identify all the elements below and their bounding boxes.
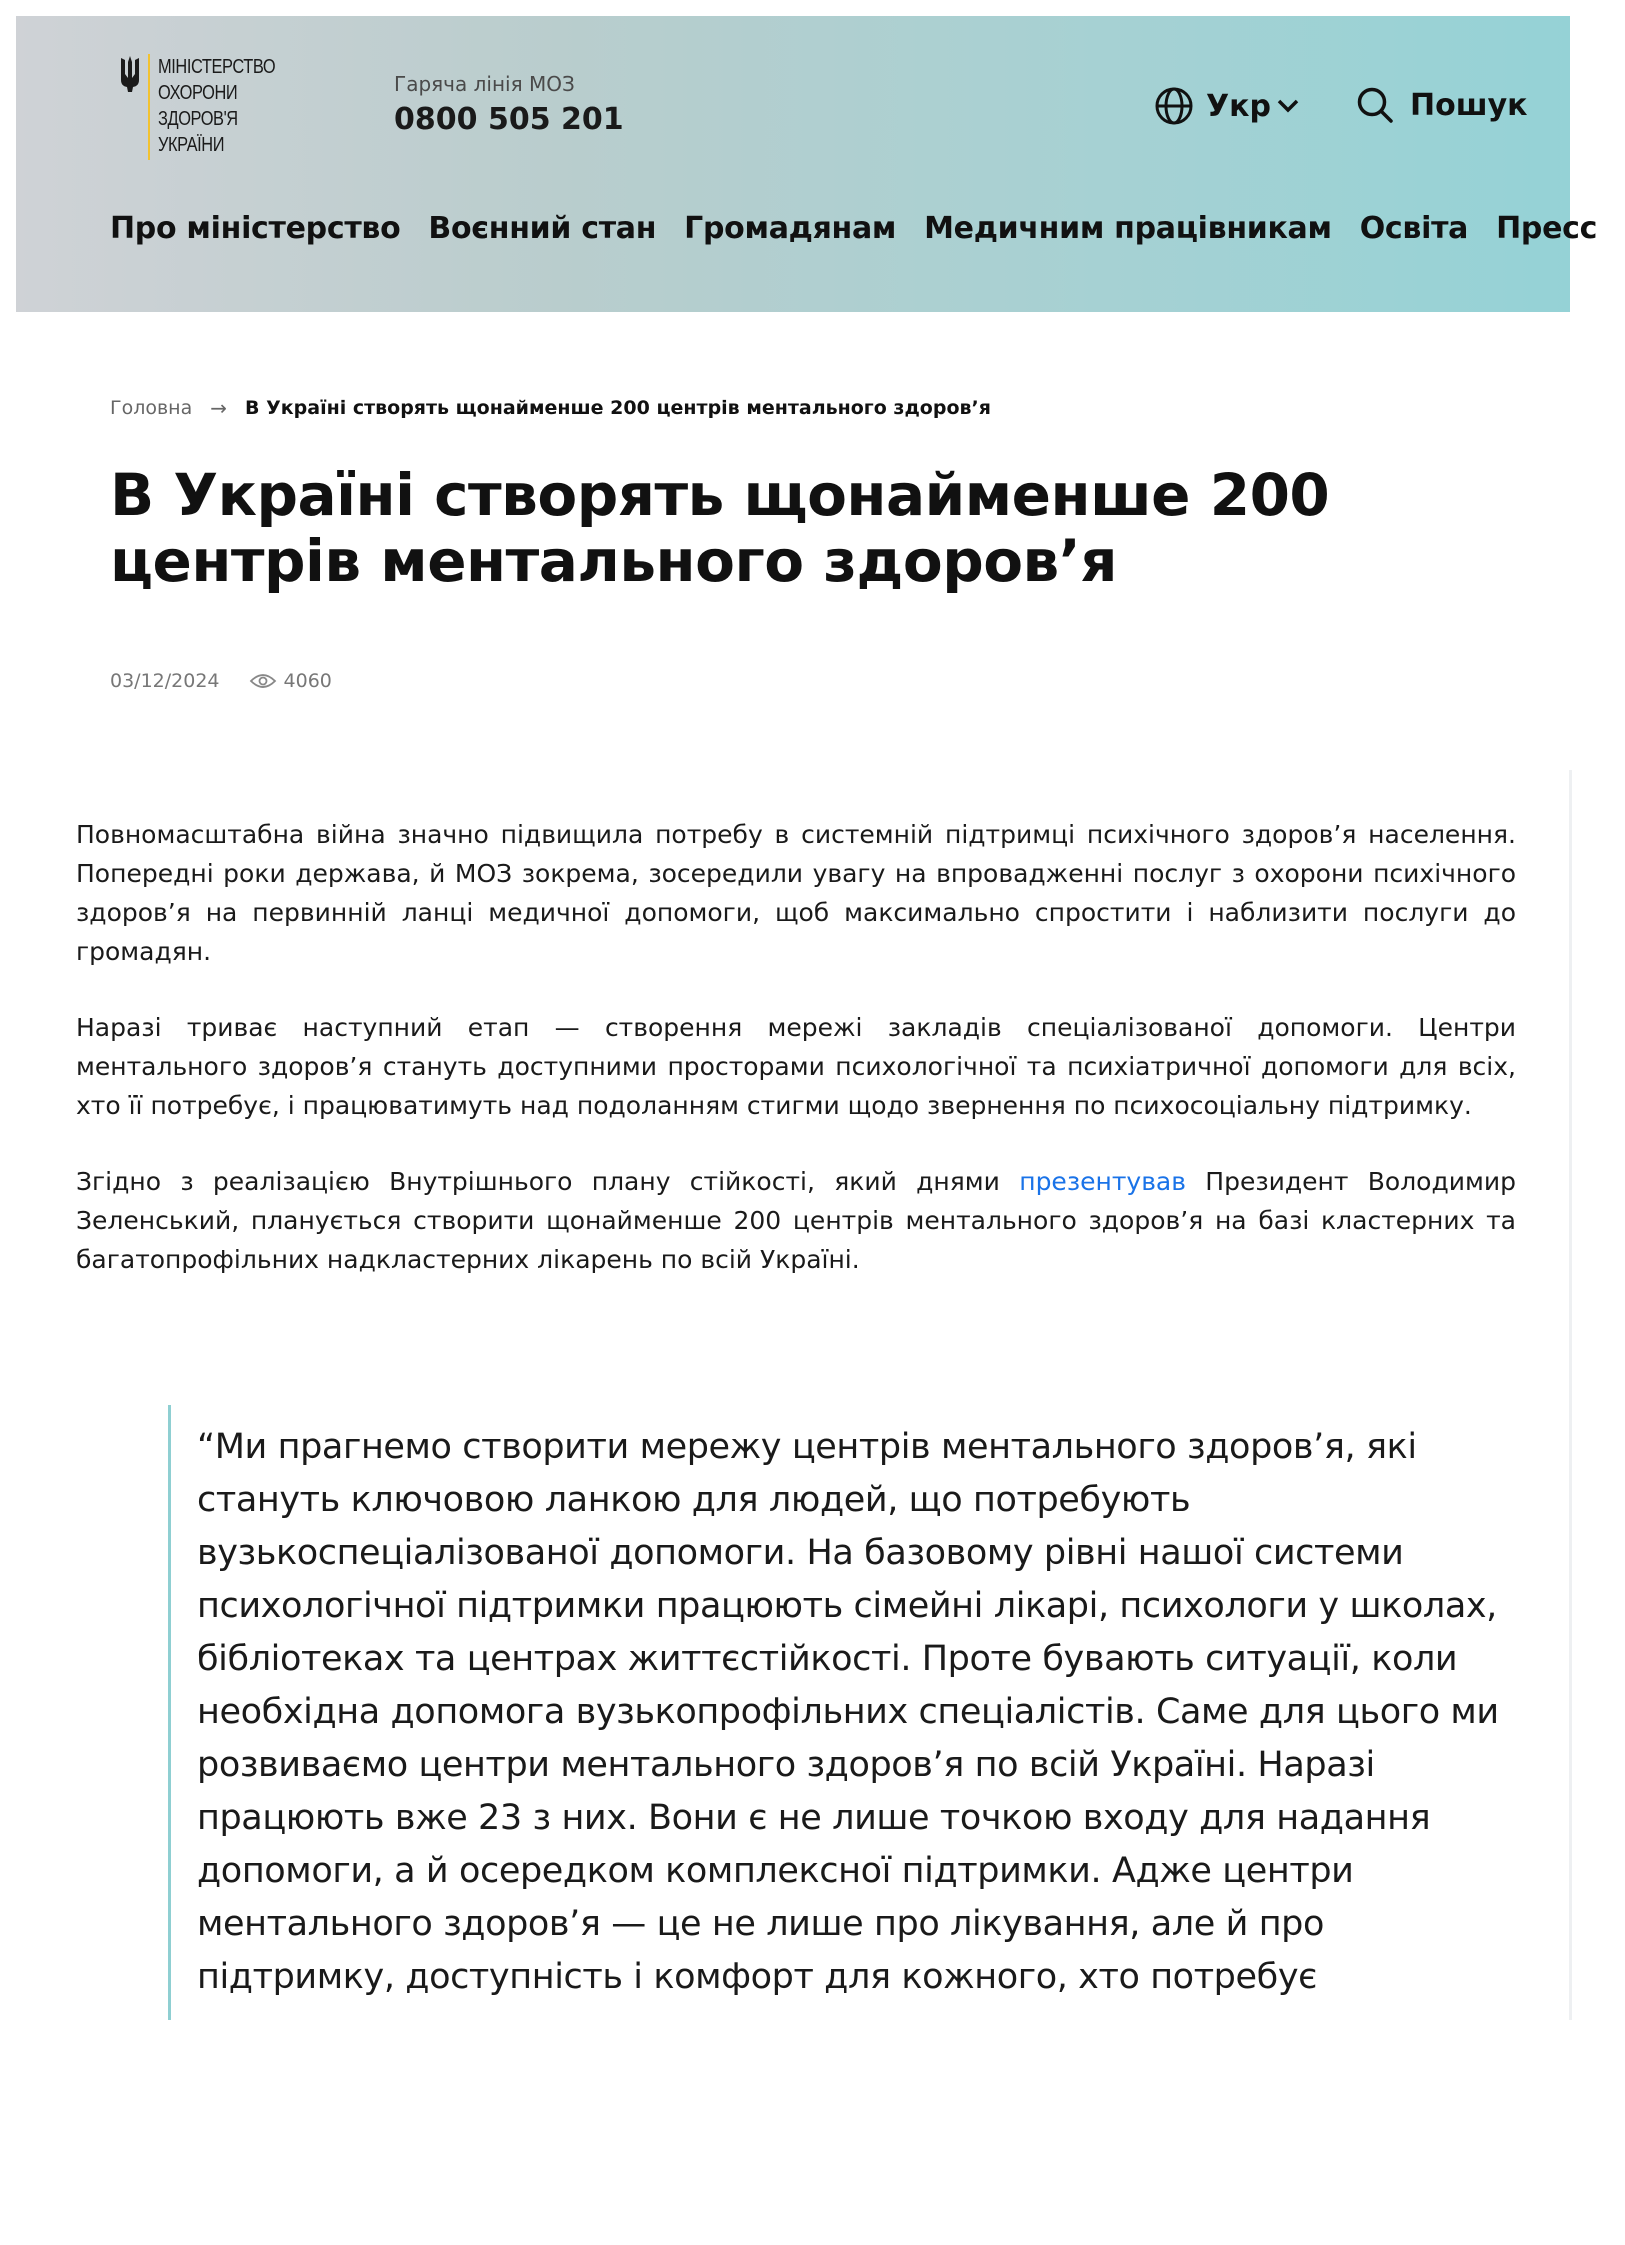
nav-item-press[interactable]: Пресс [1496, 211, 1598, 246]
trident-icon [119, 56, 141, 92]
logo-divider [148, 54, 150, 160]
nav-item-ministry[interactable]: Про міністерство [110, 211, 401, 246]
nav-item-citizens[interactable]: Громадянам [684, 211, 897, 246]
globe-icon [1154, 86, 1194, 126]
article-meta [110, 670, 332, 692]
hotline-label: Гаряча лінія МОЗ [394, 72, 575, 96]
nav-item-education[interactable]: Освіта [1359, 211, 1469, 246]
search-button[interactable] [1356, 86, 1528, 124]
main-nav [110, 211, 1625, 246]
page-title: В Україні створять щонайменше 200 центрів ментального здоров’я [110, 461, 1330, 595]
quote-block [168, 1405, 1531, 2020]
site-header [16, 16, 1598, 312]
article-body [76, 815, 1516, 1316]
logo-line: УКРАЇНИ [158, 134, 225, 156]
scrollbar-track[interactable] [1569, 770, 1572, 2020]
paragraph-text: Згідно з реалізацією Внутрішнього плану стійкості, який днями [76, 1167, 1020, 1196]
chevron-down-icon [1277, 99, 1299, 113]
hotline [394, 72, 624, 137]
nav-item-medical-workers[interactable]: Медичним працівникам [924, 211, 1332, 246]
article-date: 03/12/2024 [110, 670, 220, 692]
arrow-right-icon: → [210, 396, 228, 420]
hotline-number[interactable]: 0800 505 201 [394, 102, 624, 137]
article-paragraph [76, 1162, 1516, 1279]
presented-link[interactable]: презентував [1019, 1167, 1186, 1196]
logo-text [158, 54, 275, 158]
logo-line: ОХОРОНИ [158, 82, 238, 104]
quote-text: “Ми прагнемо створити мережу центрів ментального здоров’я, які стануть ключовою ланкою для людей, що потребують вузькоспеціалізованої допомоги. На базовому рівні нашої системи психологічної підтримки працюють сімейні лікарі, психологи у школах, бібліотеках та центрах життєстійкості. Проте бувають ситуації, коли необхідна допомога вузькопрофільних спеціалістів. Саме для цього ми розвиваємо центри ментального здоров’я по всій Україні. Наразі працюють вже 23 з них. Вони є не лише точкою входу для надання допомоги, а й осередком комплексної підтримки. Адже центри ментального здоров’я — це не лише про лікування, але й про підтримку, доступність і комфорт для кожного, хто потребує [197, 1427, 1499, 1997]
language-switcher[interactable] [1154, 86, 1299, 126]
article-paragraph: Повномасштабна війна значно підвищила потребу в системній підтримці психічного здоров’я населення. Попередні роки держава, й МОЗ зокрема, зосередили увагу на впровадженні послуг з охорони психічного здоров’я на первинній ланці медичної допомоги, щоб максимально спростити і наблизити послуги до громадян. [76, 820, 1516, 966]
nav-item-martial-law[interactable]: Воєнний стан [428, 211, 657, 246]
view-count: 4060 [283, 670, 332, 692]
search-label: Пошук [1410, 87, 1528, 123]
search-icon [1356, 86, 1394, 124]
language-label: Укр [1206, 88, 1271, 124]
logo-line: МІНІСТЕРСТВО [158, 56, 276, 78]
logo-line: ЗДОРОВ'Я [158, 108, 238, 130]
breadcrumb [110, 396, 991, 420]
ministry-logo[interactable] [119, 54, 301, 160]
article-paragraph: Наразі триває наступний етап — створення мережі закладів спеціалізованої допомоги. Центри ментального здоров’я стануть доступними просторами психологічної та психіатричної допомоги для всіх, хто її потребує, і працюватимуть над подоланням стигми щодо звернення по психосоціальну підтримку. [76, 1013, 1516, 1120]
paragraph-text: Президент Володимир Зеленський, планується створити щонайменше 200 центрів ментального здоров’я на базі кластерних та багатопрофільних надкластерних лікарень по всій Україні. [76, 1167, 1516, 1274]
breadcrumb-home-link[interactable]: Головна [110, 397, 193, 419]
breadcrumb-current: В Україні створять щонайменше 200 центрів ментального здоров’я [245, 397, 991, 419]
eye-icon [250, 672, 276, 690]
